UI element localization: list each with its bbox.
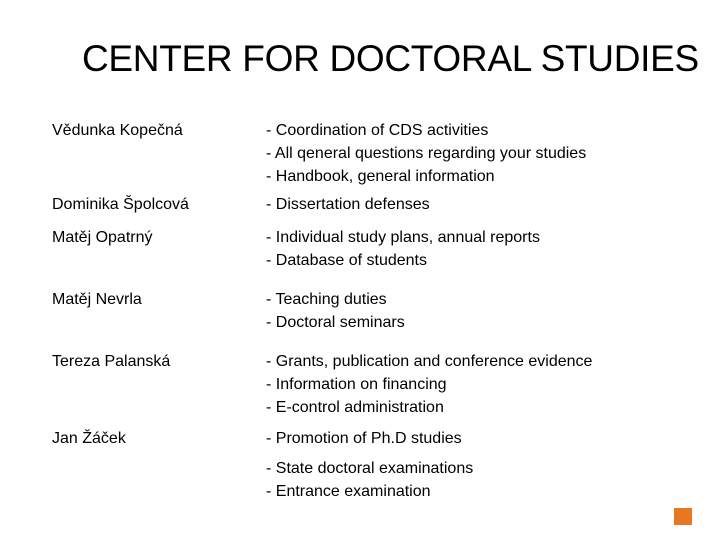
contact-name: Jan Žáček (52, 430, 126, 447)
duty-item: - Promotion of Ph.D studies (266, 430, 462, 447)
page-title: CENTER FOR DOCTORAL STUDIES (82, 38, 699, 79)
duty-item: - Dissertation defenses (266, 196, 430, 213)
duty-list (266, 288, 405, 334)
duty-list (266, 350, 592, 419)
duty-item: - State doctoral examinations (266, 460, 474, 477)
duty-item: - Individual study plans, annual reports (266, 229, 540, 246)
duty-list (266, 226, 540, 272)
duty-item: - Handbook, general information (266, 168, 495, 185)
duty-item: - Coordination of CDS activities (266, 122, 489, 139)
contact-name: Vědunka Kopečná (52, 122, 183, 139)
duty-item: - E-control administration (266, 399, 444, 416)
duty-list (266, 193, 430, 216)
duty-item: - Information on financing (266, 376, 447, 393)
contact-name: Matěj Nevrla (52, 291, 142, 308)
accent-square-icon (674, 508, 692, 525)
contact-name: Matěj Opatrný (52, 229, 153, 246)
contact-name: Dominika Špolcová (52, 196, 189, 213)
duty-item: - Database of students (266, 252, 427, 269)
contact-name: Tereza Palanská (52, 353, 171, 370)
duty-item: - Entrance examination (266, 483, 431, 500)
duty-list (266, 457, 473, 503)
duty-item: - Teaching duties (266, 291, 387, 308)
duty-item: - Grants, publication and conference evidence (266, 353, 593, 370)
duty-list (266, 119, 586, 188)
duty-list (266, 427, 462, 450)
duty-item: - All qeneral questions regarding your studies (266, 145, 587, 162)
duty-item: - Doctoral seminars (266, 314, 405, 331)
